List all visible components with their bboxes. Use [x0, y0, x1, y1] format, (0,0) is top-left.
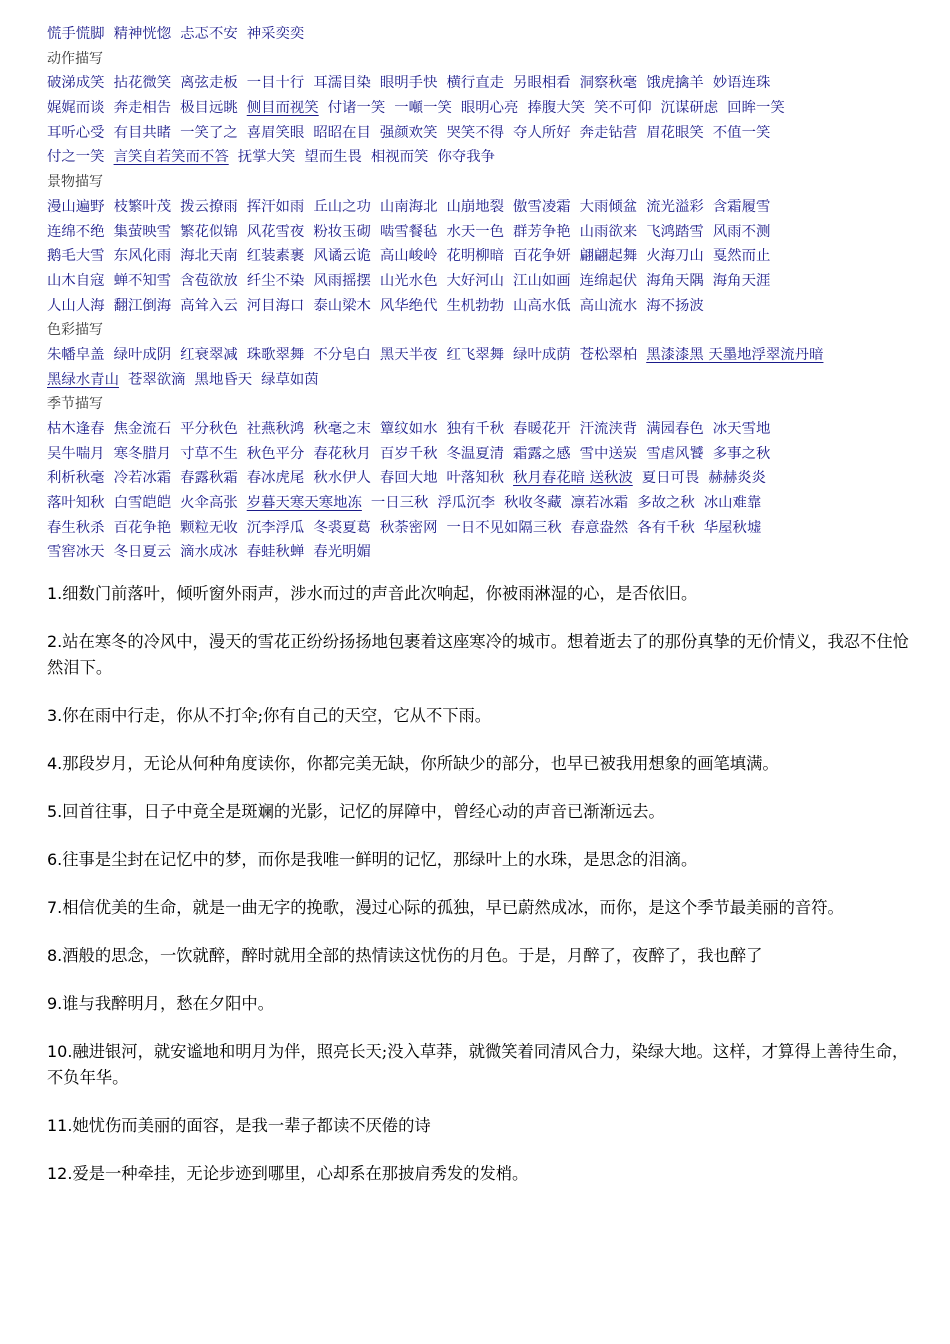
word-link[interactable]: 高山峻岭: [379, 248, 438, 265]
word-link[interactable]: 望而生畏: [304, 149, 362, 166]
sentence-number: 1.: [47, 584, 63, 604]
word-link[interactable]: 漫山遍野: [47, 198, 105, 215]
word-link[interactable]: 枝繁叶茂: [113, 198, 172, 215]
numbered-sentence: [47, 703, 911, 729]
word-link[interactable]: 眉花眼笑: [646, 124, 704, 141]
word-link[interactable]: 凛若冰霜: [570, 495, 629, 512]
word-link[interactable]: 春意盎然: [570, 519, 629, 536]
word-link[interactable]: 捧腹大笑: [527, 100, 586, 117]
word-link[interactable]: 洞察秋毫: [579, 75, 638, 92]
word-link[interactable]: 飞鸿踏雪: [646, 223, 704, 240]
word-line: [47, 343, 917, 368]
word-link[interactable]: 多故之秋: [637, 495, 695, 512]
numbered-sentence: [47, 895, 911, 921]
document-page: [47, 22, 917, 1209]
word-link[interactable]: 汗流浃背: [579, 421, 638, 437]
numbered-sentence: [47, 943, 911, 969]
word-link[interactable]: 喜眉笑眼: [246, 124, 305, 141]
sentence-number: 6.: [47, 850, 63, 870]
word-link[interactable]: 山雨欲来: [579, 223, 638, 240]
word-link[interactable]: 红飞翠舞: [446, 346, 505, 363]
sentence-number: 2.: [47, 632, 63, 652]
word-link[interactable]: 春生秋杀: [47, 519, 105, 536]
word-link[interactable]: 海角天隅: [646, 272, 704, 289]
word-link[interactable]: 寒冬腊月: [113, 445, 172, 462]
word-line: [47, 516, 917, 541]
sentence-number: 8.: [47, 946, 63, 966]
word-link[interactable]: 吴牛喘月: [47, 445, 105, 462]
word-link[interactable]: 白雪皑皑: [113, 495, 172, 512]
word-line: [47, 466, 917, 491]
sentence-number: 4.: [47, 754, 63, 774]
word-link[interactable]: 忐忑不安: [180, 26, 238, 42]
word-line: [47, 269, 917, 294]
word-line: [47, 121, 917, 146]
word-link[interactable]: 冷若冰霜: [113, 470, 172, 487]
numbered-sentence: [47, 799, 911, 825]
word-link[interactable]: 苍翠欲滴: [127, 371, 186, 388]
word-link[interactable]: 夏日可畏: [641, 470, 700, 487]
word-link[interactable]: 夺人所好: [513, 124, 571, 141]
word-link[interactable]: 朱幡皁盖: [47, 346, 105, 363]
word-link[interactable]: 一日三秋: [370, 495, 429, 512]
word-link[interactable]: 春蛙秋蝉: [246, 544, 305, 561]
word-link[interactable]: 春回大地: [379, 470, 438, 487]
word-link[interactable]: 红衰翠减: [180, 346, 238, 363]
word-link[interactable]: 多事之秋: [712, 445, 771, 462]
word-link[interactable]: 眼明手快: [379, 75, 438, 92]
underlined-word-link[interactable]: 黑绿水青山: [47, 371, 119, 388]
word-link[interactable]: 苍松翠柏: [579, 346, 638, 363]
word-link[interactable]: 另眼相看: [513, 75, 571, 92]
word-link[interactable]: 妙语连珠: [712, 75, 771, 92]
word-link[interactable]: 河目海口: [246, 297, 305, 314]
numbered-sentence: [47, 1161, 911, 1187]
sentences-section: [47, 581, 917, 1187]
word-link[interactable]: 秋毫之末: [313, 421, 371, 437]
word-link[interactable]: 江山如画: [513, 272, 571, 289]
word-link[interactable]: 极目远眺: [180, 100, 238, 117]
word-link[interactable]: 鹅毛大雪: [47, 248, 105, 265]
word-link[interactable]: 风花雪夜: [246, 223, 305, 240]
sentence-number: 7.: [47, 898, 63, 918]
sentence-text: 她忧伤而美丽的面容，是我一辈子都读不厌倦的诗: [72, 1116, 431, 1136]
numbered-sentence: [47, 581, 911, 607]
sentence-text: 往事是尘封在记忆中的梦，而你是我唯一鲜明的记忆，那绿叶上的水珠，是思念的泪滴。: [62, 850, 698, 870]
word-link[interactable]: 戛然而止: [712, 248, 771, 265]
word-link[interactable]: 春花秋月: [313, 445, 371, 462]
word-link[interactable]: 破涕成笑: [47, 75, 105, 92]
sentence-number: 10.: [47, 1042, 73, 1062]
word-link[interactable]: 风雨不测: [712, 223, 771, 240]
word-line: [47, 540, 917, 565]
word-link[interactable]: 火伞高张: [180, 495, 238, 512]
sentence-text: 站在寒冬的冷风中，漫天的雪花正纷纷扬扬地包裹着这座寒冷的城市。想着逝去了的那份真挚的无价情义，我忍不住怆然泪下。: [47, 632, 909, 678]
word-link[interactable]: 粉妆玉砌: [313, 223, 371, 240]
word-link[interactable]: 海不扬波: [646, 297, 704, 314]
word-link[interactable]: 独有千秋: [446, 421, 505, 437]
word-link[interactable]: 绿叶成阴: [113, 346, 172, 363]
sentence-text: 酒般的思念，一饮就醉，醉时就用全部的热情读这忧伤的月色。于是，月醉了，夜醉了，我也醉了: [62, 946, 763, 966]
word-link[interactable]: 秋收冬藏: [504, 495, 562, 512]
word-line: [47, 442, 917, 467]
word-link[interactable]: 雪窖冰天: [47, 544, 105, 561]
word-link[interactable]: 华屋秋墟: [703, 519, 762, 536]
word-link[interactable]: 相视而笑: [370, 149, 429, 166]
word-link[interactable]: 赫赫炎炎: [708, 470, 766, 487]
word-link[interactable]: 春冰虎尾: [246, 470, 305, 487]
word-link[interactable]: 雪中送炭: [579, 445, 638, 462]
word-link[interactable]: 拨云撩雨: [180, 198, 238, 215]
word-link[interactable]: 利析秋毫: [47, 470, 105, 487]
sentence-text: 那段岁月，无论从何种角度读你，你都完美无缺，你所缺少的部分，也早已被我用想象的画笔填满。: [62, 754, 779, 774]
sentence-text: 细数门前落叶，倾听窗外雨声，涉水而过的声音此次响起，你被雨淋湿的心，是否依旧。: [62, 584, 698, 604]
word-line: [47, 195, 917, 220]
word-link[interactable]: 回眸一笑: [727, 100, 785, 117]
word-link[interactable]: 春光明媚: [313, 544, 371, 561]
sentence-text: 爱是一种牵挂，无论步迹到哪里，心却系在那披肩秀发的发梢。: [72, 1164, 529, 1184]
word-link[interactable]: 神采奕奕: [246, 26, 305, 42]
word-link[interactable]: 人山人海: [47, 297, 105, 314]
word-link[interactable]: 风雨摇摆: [313, 272, 371, 289]
word-link[interactable]: 付之一笑: [47, 149, 105, 166]
section-heading: 景物描写: [47, 174, 103, 191]
word-link[interactable]: 慌手慌脚: [47, 26, 105, 42]
word-link[interactable]: 集萤映雪: [113, 223, 172, 240]
word-link[interactable]: 百花争艳: [113, 519, 172, 536]
word-link[interactable]: 耳听心受: [47, 124, 105, 141]
word-line: [47, 22, 917, 47]
word-link[interactable]: 一日不见如隔三秋: [446, 519, 562, 536]
word-link[interactable]: 火海刀山: [646, 248, 704, 265]
word-link[interactable]: 高耸入云: [180, 297, 238, 314]
sentence-text: 融进银河，就安谧地和明月为伴，照亮长天;没入草莽，就微笑着同清风合力，染绿大地。这样，才算得上善待生命，不负年华。: [47, 1042, 909, 1088]
word-link[interactable]: 百花争妍: [513, 248, 571, 265]
word-link[interactable]: 海北天南: [180, 248, 238, 265]
word-line: [47, 145, 917, 170]
word-link[interactable]: 落叶知秋: [47, 495, 105, 512]
word-link[interactable]: 绿叶成荫: [513, 346, 571, 363]
word-link[interactable]: 风华绝代: [379, 297, 438, 314]
word-link[interactable]: 翻江倒海: [113, 297, 172, 314]
word-link[interactable]: 含霜履雪: [712, 198, 771, 215]
word-link[interactable]: 繁花似锦: [180, 223, 238, 240]
word-link[interactable]: 花明柳暗: [446, 248, 505, 265]
sentence-number: 12.: [47, 1164, 73, 1184]
word-link[interactable]: 枯木逢春: [47, 421, 105, 437]
word-link[interactable]: 红装素裹: [246, 248, 305, 265]
sentence-number: 3.: [47, 706, 63, 726]
word-line: [47, 71, 917, 96]
underlined-word-link[interactable]: 秋月春花暗 送秋波: [513, 470, 633, 487]
word-link[interactable]: 秋荼密网: [379, 519, 438, 536]
vocabulary-section: [47, 22, 917, 565]
word-link[interactable]: 大好河山: [446, 272, 505, 289]
word-link[interactable]: 纤尘不染: [246, 272, 305, 289]
numbered-sentence: [47, 847, 911, 873]
word-link[interactable]: 冰山难靠: [703, 495, 762, 512]
word-link[interactable]: 拈花微笑: [113, 75, 172, 92]
word-line: [47, 294, 917, 319]
word-link[interactable]: 沉谋研虑: [660, 100, 719, 117]
word-link[interactable]: 大雨倾盆: [579, 198, 638, 215]
word-link[interactable]: 颗粒无收: [180, 519, 238, 536]
word-link[interactable]: 簟纹如水: [379, 421, 438, 437]
word-link[interactable]: 百岁千秋: [379, 445, 438, 462]
word-link[interactable]: 冰天雪地: [712, 421, 771, 437]
sentence-number: 11.: [47, 1116, 73, 1136]
word-link[interactable]: 风谲云诡: [313, 248, 371, 265]
word-link[interactable]: 社燕秋鸿: [246, 421, 305, 437]
underlined-word-link[interactable]: 侧目而视笑: [246, 100, 319, 117]
word-link[interactable]: 付诸一笑: [327, 100, 386, 117]
word-link[interactable]: 奔走相告: [113, 100, 172, 117]
word-link[interactable]: 你夺我争: [437, 149, 496, 166]
word-link[interactable]: 海角天涯: [712, 272, 771, 289]
word-line: [47, 244, 917, 269]
word-link[interactable]: 啮雪餐毡: [379, 223, 438, 240]
word-link[interactable]: 山南海北: [379, 198, 438, 215]
word-link[interactable]: 山光水色: [379, 272, 438, 289]
word-link[interactable]: 珠歌翠舞: [246, 346, 305, 363]
word-link[interactable]: 笑不可仰: [594, 100, 652, 117]
word-link[interactable]: 山崩地裂: [446, 198, 505, 215]
numbered-sentence: [47, 751, 911, 777]
word-link[interactable]: 挥汗如雨: [246, 198, 305, 215]
word-link[interactable]: 各有千秋: [637, 519, 695, 536]
word-link[interactable]: 山高水低: [513, 297, 571, 314]
word-link[interactable]: 寸草不生: [180, 445, 238, 462]
word-link[interactable]: 眼明心亮: [460, 100, 519, 117]
word-link[interactable]: 一目十行: [246, 75, 305, 92]
word-link[interactable]: 高山流水: [579, 297, 638, 314]
word-link[interactable]: 离弦走板: [180, 75, 238, 92]
word-link[interactable]: 流光溢彩: [646, 198, 704, 215]
word-link[interactable]: 群芳争艳: [513, 223, 571, 240]
word-link[interactable]: 冬裘夏葛: [313, 519, 371, 536]
word-link[interactable]: 焦金流石: [113, 421, 172, 437]
sentence-text: 谁与我醉明月，愁在夕阳中。: [62, 994, 274, 1014]
word-link[interactable]: 丘山之功: [313, 198, 371, 215]
sentence-number: 9.: [47, 994, 63, 1014]
word-link[interactable]: 娓娓而谈: [47, 100, 105, 117]
word-link[interactable]: 秋水伊人: [313, 470, 371, 487]
word-link[interactable]: 满园春色: [646, 421, 704, 437]
numbered-sentence: [47, 991, 911, 1017]
word-link[interactable]: 冬日夏云: [113, 544, 172, 561]
section-heading: 动作描写: [47, 50, 103, 67]
word-link[interactable]: 饿虎擒羊: [646, 75, 704, 92]
sentence-text: 回首往事，日子中竟全是斑斓的光影，记忆的屏障中，曾经心动的声音已渐渐远去。: [62, 802, 665, 822]
word-link[interactable]: 绿草如茵: [261, 371, 319, 388]
word-link[interactable]: 雪虐风饕: [646, 445, 704, 462]
word-link[interactable]: 强颜欢笑: [379, 124, 438, 141]
word-line: [47, 491, 917, 516]
word-link[interactable]: 哭笑不得: [446, 124, 505, 141]
word-link[interactable]: 东风化雨: [113, 248, 172, 265]
word-link[interactable]: 翩翩起舞: [579, 248, 638, 265]
word-link[interactable]: 冬温夏清: [446, 445, 505, 462]
word-link[interactable]: 秋色平分: [246, 445, 305, 462]
word-line: [47, 417, 917, 442]
word-link[interactable]: 春暖花开: [513, 421, 571, 437]
word-link[interactable]: 黑地昏天: [194, 371, 253, 388]
word-link[interactable]: 含苞欲放: [180, 272, 238, 289]
word-link[interactable]: 山木自寇: [47, 272, 105, 289]
section-heading: 色彩描写: [47, 322, 103, 339]
underlined-word-link[interactable]: 言笑自若笑而不答: [113, 149, 229, 166]
word-line: [47, 220, 917, 245]
word-link[interactable]: 有目共睹: [113, 124, 172, 141]
word-link[interactable]: 浮瓜沉李: [437, 495, 496, 512]
word-link[interactable]: 精神恍惚: [113, 26, 172, 42]
word-link[interactable]: 霜露之感: [513, 445, 571, 462]
word-line: [47, 368, 917, 393]
word-link[interactable]: 一笑了之: [180, 124, 238, 141]
word-link[interactable]: 春露秋霜: [180, 470, 238, 487]
word-link[interactable]: 不分皂白: [313, 346, 371, 363]
word-link[interactable]: 奔走钻营: [579, 124, 638, 141]
word-link[interactable]: 叶落知秋: [446, 470, 505, 487]
word-link[interactable]: 沉李浮瓜: [246, 519, 305, 536]
word-line: [47, 96, 917, 121]
word-link[interactable]: 抚掌大笑: [237, 149, 296, 166]
numbered-sentence: [47, 1113, 911, 1139]
word-link[interactable]: 昭昭在目: [313, 124, 371, 141]
word-link[interactable]: 黑天半夜: [379, 346, 438, 363]
sentence-text: 你在雨中行走，你从不打伞;你有自己的天空，它从不下雨。: [62, 706, 492, 726]
numbered-sentence: [47, 1039, 911, 1091]
word-link[interactable]: 连绵不绝: [47, 223, 105, 240]
underlined-word-link[interactable]: 黑漆漆黑 天墨地浮翠流丹暗: [646, 346, 824, 363]
word-link[interactable]: 生机勃勃: [446, 297, 505, 314]
word-link[interactable]: 平分秋色: [180, 421, 238, 437]
word-link[interactable]: 一噸一笑: [394, 100, 452, 117]
word-link[interactable]: 傲雪凌霜: [513, 198, 571, 215]
word-link[interactable]: 耳濡目染: [313, 75, 371, 92]
word-link[interactable]: 横行直走: [446, 75, 505, 92]
word-link[interactable]: 连绵起伏: [579, 272, 638, 289]
underlined-word-link[interactable]: 岁暮天寒天寒地冻: [246, 495, 362, 512]
word-link[interactable]: 滴水成冰: [180, 544, 238, 561]
word-link[interactable]: 不值一笑: [712, 124, 771, 141]
word-link[interactable]: 蝉不知雪: [113, 272, 172, 289]
numbered-sentence: [47, 629, 911, 681]
word-link[interactable]: 水天一色: [446, 223, 505, 240]
sentence-text: 相信优美的生命，就是一曲无字的挽歌，漫过心际的孤独，早已蔚然成冰，而你，是这个季节最美丽的音符。: [62, 898, 844, 918]
word-link[interactable]: 泰山梁木: [313, 297, 371, 314]
sentence-number: 5.: [47, 802, 63, 822]
section-heading: 季节描写: [47, 396, 103, 413]
